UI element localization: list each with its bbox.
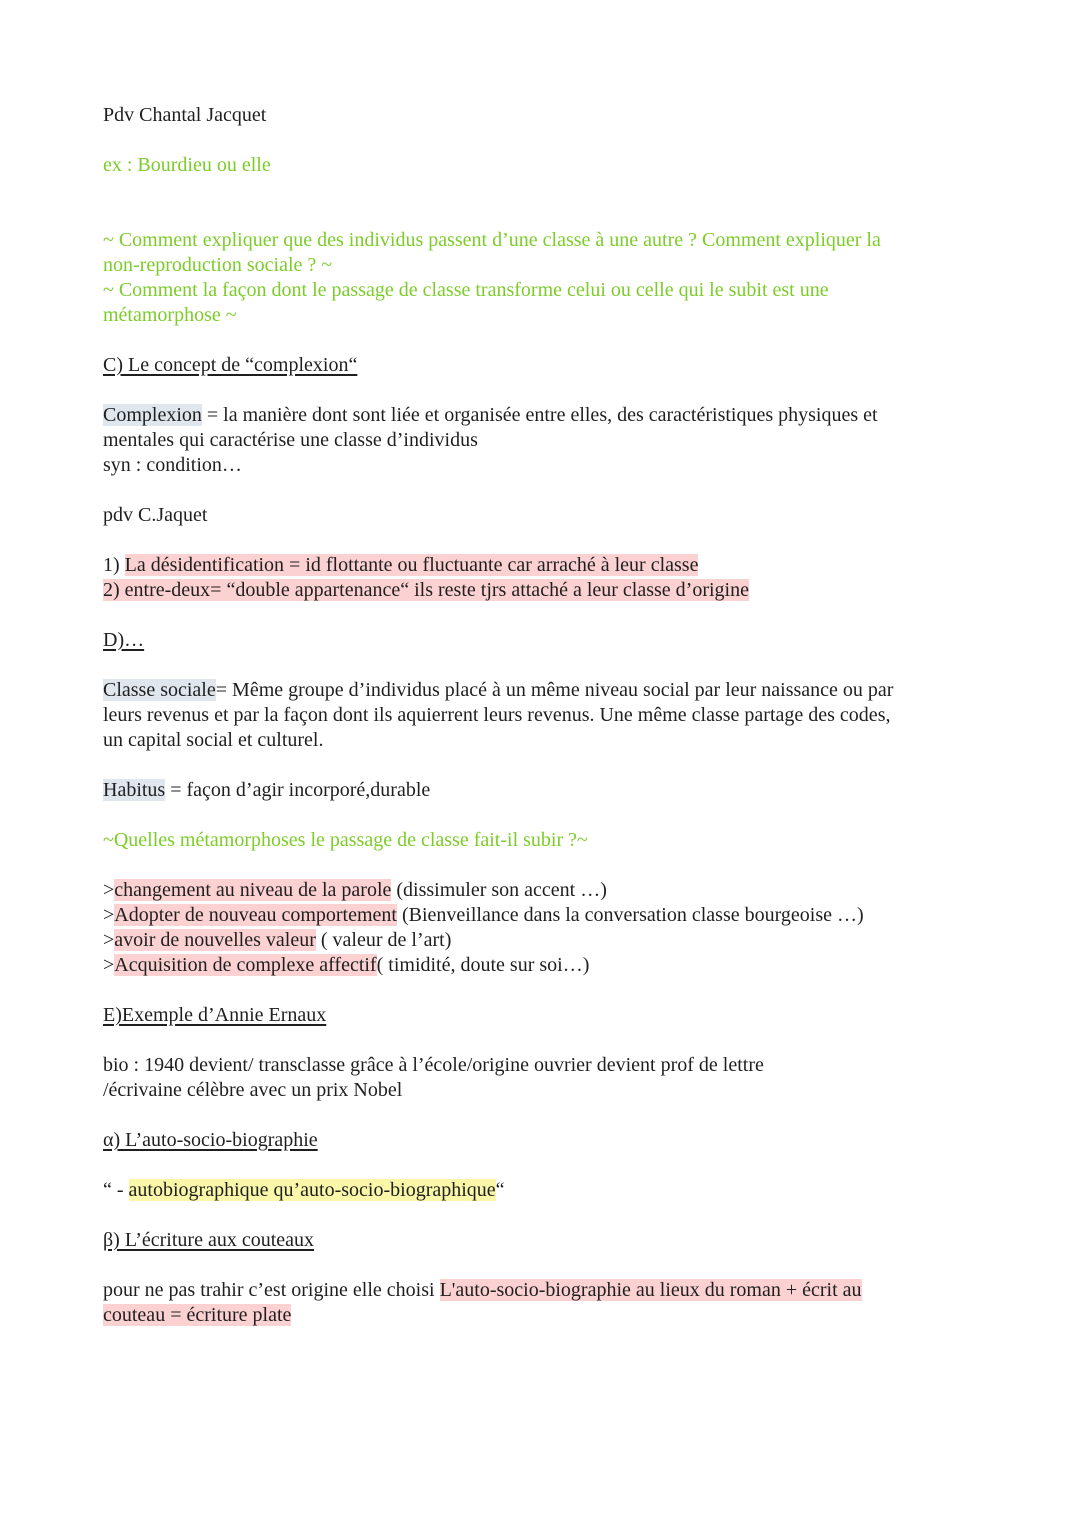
bullet-highlight: Acquisition de complexe affectif: [114, 954, 377, 976]
complexion-def-text: = la manière dont sont liée et organisée entre elles, des caractéristiques physiques et: [201, 404, 878, 426]
example-line: ex : Bourdieu ou elle: [103, 154, 271, 176]
bullet-rest: (Bienveillance dans la conversation classe bourgeoise …): [396, 904, 864, 926]
classe-sociale-line3: un capital social et culturel.: [103, 729, 324, 751]
bullet-item: [103, 903, 973, 928]
point-1: [103, 553, 973, 578]
classe-sociale-term: Classe sociale: [103, 679, 216, 701]
quote-open: “ -: [103, 1179, 129, 1201]
section-d-heading: D)…: [103, 629, 145, 651]
complexion-definition: [103, 403, 973, 428]
beta-heading: β) L’écriture aux couteaux: [103, 1229, 315, 1251]
final-plain: pour ne pas trahir c’est origine elle choisi: [103, 1279, 440, 1301]
complexion-term: Complexion: [103, 404, 202, 426]
bullet-highlight: Adopter de nouveau comportement: [114, 904, 397, 926]
point-2: [103, 578, 973, 603]
metamorphose-question: ~Quelles métamorphoses le passage de classe fait-il subir ?~: [103, 829, 588, 851]
bullet-prefix: >: [103, 929, 115, 951]
habitus-def-text: = façon d’agir incorporé,durable: [165, 779, 431, 801]
point-2-text: 2) entre-deux= “double appartenance“ ils reste tjrs attaché a leur classe d’origine: [103, 579, 749, 601]
bio-line2: /écrivaine célèbre avec un prix Nobel: [103, 1079, 403, 1101]
final-line2: [103, 1303, 973, 1328]
quote-close: “: [495, 1179, 505, 1201]
point-1-text: La désidentification = id flottante ou fluctuante car arraché à leur classe: [124, 554, 699, 576]
question-line: métamorphose ~: [103, 304, 237, 326]
bullet-prefix: >: [103, 879, 115, 901]
document-page: [103, 103, 973, 1328]
final-highlight-1: L'auto-socio-biographie au lieux du roman + écrit au: [439, 1279, 862, 1301]
quote-highlight: autobiographique qu’auto-socio-biographique: [128, 1179, 496, 1201]
bullet-rest: (dissimuler son accent …): [391, 879, 607, 901]
classe-sociale-line2: leurs revenus et par la façon dont ils aquierrent leurs revenus. Une même classe partage des codes,: [103, 704, 891, 726]
classe-sociale-def-text: = Même groupe d’individus placé à un même niveau social par leur naissance ou par: [215, 679, 894, 701]
final-highlight-2: couteau = écriture plate: [103, 1304, 292, 1326]
alpha-heading: α) L’auto-socio-biographie: [103, 1129, 318, 1151]
section-e-heading: E)Exemple d’Annie Ernaux: [103, 1004, 327, 1026]
syn-line: syn : condition…: [103, 454, 242, 476]
point-1-number: 1): [103, 554, 125, 576]
bullet-highlight: avoir de nouvelles valeur: [114, 929, 316, 951]
bullet-rest: ( valeur de l’art): [315, 929, 452, 951]
bullet-item: [103, 878, 973, 903]
habitus-term: Habitus: [103, 779, 166, 801]
habitus-definition: [103, 778, 973, 803]
quote-line: [103, 1178, 973, 1203]
classe-sociale-definition: [103, 678, 973, 703]
pdv-line: pdv C.Jaquet: [103, 504, 208, 526]
bullet-item: [103, 928, 973, 953]
question-line: non-reproduction sociale ? ~: [103, 254, 333, 276]
bio-line1: bio : 1940 devient/ transclasse grâce à l’école/origine ouvrier devient prof de lettre: [103, 1054, 764, 1076]
question-line: ~ Comment la façon dont le passage de classe transforme celui ou celle qui le subit est une: [103, 279, 829, 301]
section-c-heading: C) Le concept de “complexion“: [103, 354, 358, 376]
bullet-highlight: changement au niveau de la parole: [114, 879, 392, 901]
bullet-prefix: >: [103, 954, 115, 976]
bullet-rest: ( timidité, doute sur soi…): [376, 954, 590, 976]
bullet-prefix: >: [103, 904, 115, 926]
bullet-item: [103, 953, 973, 978]
complexion-def-line2: mentales qui caractérise une classe d’individus: [103, 429, 478, 451]
question-line: ~ Comment expliquer que des individus passent d’une classe à une autre ? Comment expliquer la: [103, 229, 881, 251]
doc-title: Pdv Chantal Jacquet: [103, 104, 267, 126]
final-line1: [103, 1278, 973, 1303]
